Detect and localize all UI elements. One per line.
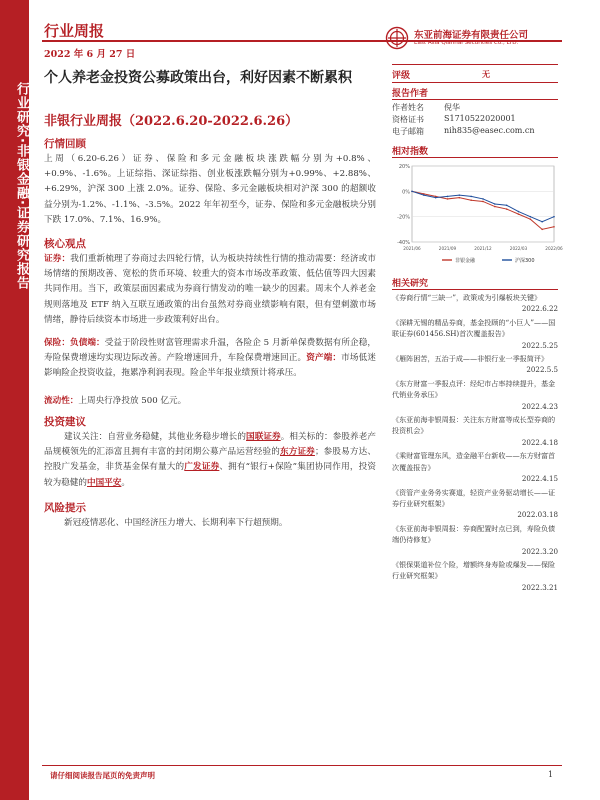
liquidity-label: 流动性： bbox=[44, 396, 79, 406]
author-cert-value: S1710522020001 bbox=[444, 114, 516, 123]
related-title[interactable]: 《深耕无锡的精品券商，基金投顾的“小巨人”——国联证券(601456.SH)首次覆盖报告》 bbox=[392, 317, 556, 339]
related-title[interactable]: 《券商行情“三缺一”，政策或为引爆板块关键》 bbox=[392, 293, 542, 302]
related-title[interactable]: 《雁阵困苦，五治于成——非银行业一季报简评》 bbox=[392, 354, 549, 364]
stock-link-guolian[interactable]: 国联证券 bbox=[246, 432, 281, 442]
data-point bbox=[494, 206, 496, 208]
related-title[interactable]: 《银保渠道补位个险，增额终身寿险或爆发——保险行业研究框架》 bbox=[392, 559, 556, 581]
related-item[interactable] bbox=[392, 487, 558, 521]
data-point bbox=[530, 216, 532, 218]
related-item[interactable] bbox=[392, 414, 558, 448]
related-date: 2022.3.21 bbox=[521, 582, 558, 592]
report-type: 行业周报 bbox=[44, 22, 105, 40]
related-date: 2022.03.18 bbox=[517, 510, 558, 520]
liquidity-text: 上周央行净投放 500 亿元。 bbox=[78, 396, 187, 406]
x-tick-label: 2021/09 bbox=[438, 246, 457, 251]
report-title: 个人养老金投资公募政策出台，利好因素不断累积 bbox=[44, 70, 352, 86]
author-email-key: 电子邮箱 bbox=[392, 127, 424, 136]
rating-top-divider bbox=[392, 64, 558, 65]
data-point bbox=[541, 229, 543, 231]
related-list bbox=[392, 292, 558, 595]
risk-paragraph: 新冠疫情恶化、中国经济压力增大、长期利率下行超预期。 bbox=[64, 518, 288, 528]
y-tick-label: 0% bbox=[402, 189, 410, 196]
author-email-value[interactable]: nih835@easec.com.cn bbox=[444, 126, 535, 135]
data-point bbox=[470, 196, 472, 198]
y-tick-label: -40% bbox=[397, 240, 410, 246]
related-item[interactable] bbox=[392, 523, 558, 557]
suggest-paragraph bbox=[44, 430, 376, 491]
related-divider bbox=[392, 289, 558, 290]
section-heading-review: 行情回顾 bbox=[44, 138, 86, 150]
core-liquidity-paragraph bbox=[44, 394, 376, 409]
brand-name-en: East Asia Qianhai Securities Co., LTD. bbox=[414, 40, 519, 46]
related-date: 2022.4.18 bbox=[521, 437, 558, 447]
related-item[interactable] bbox=[392, 292, 558, 315]
rating-bottom-divider bbox=[392, 82, 558, 83]
relative-index-chart bbox=[392, 160, 563, 268]
data-point bbox=[423, 194, 425, 196]
chart-divider bbox=[392, 157, 558, 158]
author-name-value: 倪华 bbox=[444, 103, 460, 112]
data-point bbox=[553, 226, 555, 228]
related-item[interactable] bbox=[392, 353, 558, 376]
stock-link-guangfa[interactable]: 广发证券 bbox=[184, 462, 220, 473]
suggest-text-4: 、拥有“银行+保险”集团协同作用，投资较为稳健的 bbox=[44, 462, 376, 488]
sidebar bbox=[0, 0, 29, 800]
data-point bbox=[470, 199, 472, 201]
data-point bbox=[506, 204, 508, 206]
report-subtitle: 非银行业周报（2022.6.20-2022.6.26） bbox=[44, 114, 299, 129]
data-point bbox=[435, 197, 437, 199]
suggest-text-5: 。 bbox=[121, 477, 130, 488]
data-point bbox=[494, 203, 496, 205]
brand-name-cn: 东亚前海证券有限责任公司 bbox=[414, 30, 529, 41]
y-tick-label: 20% bbox=[398, 164, 410, 170]
insurance-liability-text: 受益于阶段性财富管理需求升温，各险企 5 月新单保费数据有所企稳，寿险保费增速均实现边际改善。产险增速回升，车险保费增速回正。 bbox=[44, 338, 376, 364]
related-title[interactable]: 《资管产业务务实赛道，轻资产业务驱动增长——证券行业研究框架》 bbox=[392, 487, 556, 508]
page-number: 1 bbox=[548, 770, 554, 779]
author-heading: 报告作者 bbox=[392, 89, 429, 99]
securities-label: 证券： bbox=[44, 254, 71, 264]
data-point bbox=[482, 198, 484, 200]
insurance-label: 保险： bbox=[44, 338, 71, 348]
author-cert-key: 资格证书 bbox=[392, 115, 424, 124]
section-heading-suggest: 投资建议 bbox=[44, 416, 86, 428]
related-title[interactable]: 《东方财富一季报点评：经纪市占率持续提升，基金代销业务承压》 bbox=[392, 378, 556, 400]
data-point bbox=[518, 211, 520, 213]
data-point bbox=[411, 191, 413, 193]
data-point bbox=[447, 198, 449, 200]
data-point bbox=[506, 208, 508, 210]
chart-heading: 相对指数 bbox=[392, 147, 429, 157]
footer-disclaimer[interactable]: 请仔细阅读报告尾页的免责声明 bbox=[50, 771, 155, 780]
related-item[interactable] bbox=[392, 317, 558, 351]
related-date: 2022.6.22 bbox=[521, 304, 558, 314]
related-heading: 相关研究 bbox=[392, 279, 429, 289]
related-item[interactable] bbox=[392, 378, 558, 412]
related-date: 2022.4.15 bbox=[521, 474, 558, 484]
section-heading-core: 核心观点 bbox=[44, 238, 86, 250]
suggest-text-1: 建议关注：自营业务稳健，其他业务稳步增长的 bbox=[64, 432, 247, 442]
y-tick-label: -20% bbox=[397, 214, 410, 221]
report-date: 2022 年 6 月 27 日 bbox=[44, 49, 136, 60]
data-point bbox=[553, 216, 555, 218]
rating-value: 无 bbox=[482, 69, 490, 79]
x-tick-label: 2022/03 bbox=[509, 246, 528, 251]
data-point bbox=[459, 194, 461, 196]
brand-logo-icon bbox=[385, 26, 409, 50]
section-heading-risk: 风险提示 bbox=[44, 502, 86, 514]
related-title[interactable]: 《东亚前海非银周报：券商配置时点已到，寿险负债端仍待修复》 bbox=[392, 523, 556, 545]
author-divider bbox=[392, 99, 558, 100]
author-name-key: 作者姓名 bbox=[392, 103, 424, 112]
x-tick-label: 2021/06 bbox=[403, 246, 421, 251]
suggest-text-2: 。相关标的：参股养老产品规模领先的汇添富且拥有丰富的封闭期公募产品运营经验的 bbox=[44, 432, 376, 458]
review-paragraph: 上周（6.20-6.26）证券、保险和多元金融板块涨跌幅分别为+0.8%、+0.9%、-1.6%。上证综指、深证综指、创业板涨跌幅分别为+0.99%、+2.88%、+6.29%，沪深 300 上涨 2.0%。证券、保险、多元金融板块相对沪深 300 的超额收益分别为-1.2%、-1.1%、-3.5%。2022 年年初至今，证券、保险和多元金融板块分别下跌 17.0%、7.1%、16.9%。 bbox=[44, 154, 376, 225]
x-tick-label: 2021/12 bbox=[474, 246, 492, 251]
insurance-liability-label: 负债端： bbox=[70, 338, 105, 348]
data-point bbox=[530, 218, 532, 220]
related-date: 2022.5.5 bbox=[526, 365, 558, 375]
footer-divider bbox=[42, 765, 562, 766]
core-securities-paragraph bbox=[44, 252, 376, 328]
related-title[interactable]: 《乘财富管理东风，造金融平台新收——东方财富首次覆盖报告》 bbox=[392, 451, 556, 472]
data-point bbox=[459, 197, 461, 199]
data-point bbox=[482, 201, 484, 203]
legend-label: 沪深300 bbox=[515, 258, 535, 264]
data-point bbox=[541, 221, 543, 223]
securities-text: 我们重新梳理了券商过去四轮行情，认为板块持续性行情的推动需要：经济或市场情绪的预期改善、宽松的货币环境、较重大的资本市场改革政策、低估值等四大因素共同作用。当下，政策层面因素成为券商行情发动的唯一缺少的因素。周末个人养老金规则落地及 ETF 纳入互联互通政策的出台虽然对券商业绩影响有限，但有望刺激市场情绪，静待后续资本市场进一步政策利好出台。 bbox=[44, 254, 376, 325]
stock-link-dongfang[interactable]: 东方证券 bbox=[279, 447, 315, 458]
related-item[interactable] bbox=[392, 559, 558, 593]
data-point bbox=[518, 213, 520, 215]
stock-link-pingan[interactable]: 中国平安 bbox=[86, 477, 122, 488]
data-point bbox=[447, 196, 449, 198]
related-date: 2022.3.20 bbox=[521, 546, 558, 556]
rating-label: 评级 bbox=[392, 71, 411, 81]
insurance-asset-label: 资产端： bbox=[306, 353, 342, 364]
legend-label: 非银金融 bbox=[455, 258, 476, 264]
x-tick-label: 2022/06 bbox=[545, 246, 563, 251]
sidebar-label: 行业研究·非银金融·证券研究报告 bbox=[14, 82, 29, 290]
related-date: 2022.5.25 bbox=[521, 340, 558, 350]
related-item[interactable] bbox=[392, 450, 558, 484]
related-title[interactable]: 《东亚前海非银周报：关注东方财富等成长型券商的投资机会》 bbox=[392, 415, 556, 436]
chart-frame bbox=[412, 166, 554, 242]
core-insurance-paragraph bbox=[44, 336, 376, 382]
suggest-text-3: ；参股易方达、控股广发基金，非货基金保有量大的 bbox=[44, 447, 376, 473]
related-date: 2022.4.23 bbox=[521, 401, 558, 411]
insurance-asset-text: 市场低迷影响险企投资收益，拖累净利润表现。险企半年报业绩预计将承压。 bbox=[44, 353, 376, 379]
